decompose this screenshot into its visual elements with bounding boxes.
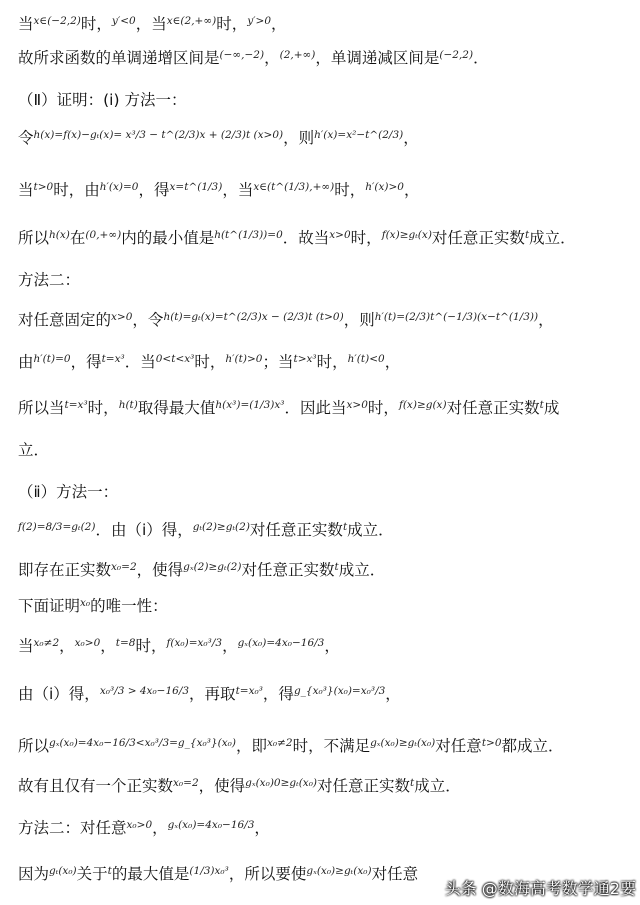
text-run: ． xyxy=(473,49,489,67)
text-run: ， xyxy=(384,353,401,371)
text-run: ， xyxy=(538,311,554,329)
text-line-l18 xyxy=(18,736,634,758)
math-expression: x₀=2 xyxy=(173,777,199,789)
text-line-l7 xyxy=(18,270,634,290)
text-run: 所以 xyxy=(18,737,50,755)
text-run: ， xyxy=(403,129,419,147)
text-run: ，得 xyxy=(262,685,294,703)
text-line-l10 xyxy=(18,398,634,420)
text-run: ， xyxy=(59,637,75,655)
math-expression: t=x³ xyxy=(101,353,125,365)
math-expression: h′(t)<0 xyxy=(347,353,385,365)
text-run: ．故当 xyxy=(282,229,330,247)
text-run: ，所以要使 xyxy=(228,865,307,883)
text-run: 当 xyxy=(18,637,34,655)
text-run: 立． xyxy=(18,441,50,459)
text-run: 方法二：对任意 xyxy=(18,819,127,837)
math-expression: h′(x)=0 xyxy=(99,181,139,193)
math-expression: t xyxy=(410,777,415,789)
math-expression: h(t) xyxy=(118,399,138,411)
math-expression: x>0 xyxy=(346,399,368,411)
math-expression: x∈(2,+∞) xyxy=(166,15,217,27)
text-run: 时， xyxy=(350,229,382,247)
math-expression: (1/3)x₀³ xyxy=(189,865,229,877)
text-run: ，当 xyxy=(222,181,254,199)
text-run: 故所求函数的单调递增区间是 xyxy=(18,49,220,67)
text-run: 关于 xyxy=(76,865,108,883)
text-run: ，再取 xyxy=(189,685,236,703)
math-expression: (0,+∞) xyxy=(85,229,122,241)
math-expression: t>x³ xyxy=(293,353,317,365)
math-expression: x=t^(1/3) xyxy=(169,181,223,193)
math-expression: (2,+∞) xyxy=(279,49,316,61)
text-run: ，则 xyxy=(283,129,315,147)
math-expression: x₀³/3 > 4x₀−16/3 xyxy=(99,685,190,697)
math-expression: x∈(t^(1/3),+∞) xyxy=(253,181,335,193)
text-run: 都成立． xyxy=(501,737,564,755)
text-line-l3 xyxy=(18,90,634,110)
text-line-l8 xyxy=(18,310,634,332)
text-run: 下面证明 xyxy=(18,597,81,615)
math-expression: gₜ(x₀) xyxy=(49,865,77,877)
math-expression: h′(t)=0 xyxy=(33,353,71,365)
math-expression: t>0 xyxy=(33,181,54,193)
math-expression: f(2)=8/3=gₜ(2) xyxy=(18,521,96,533)
text-run: 所以当 xyxy=(18,399,65,417)
text-run: ，则 xyxy=(343,311,375,329)
math-expression: h(x) xyxy=(49,229,70,241)
math-expression: t=x³ xyxy=(64,399,88,411)
text-run: 当 xyxy=(18,181,34,199)
text-run: 当 xyxy=(18,15,34,33)
text-run: ， xyxy=(152,819,168,837)
text-run: 所以 xyxy=(18,229,50,247)
text-run: ， xyxy=(271,15,287,33)
math-expression: gₓ(2)≥gₜ(2) xyxy=(183,561,242,573)
text-run: 对任意正实数 xyxy=(446,399,540,417)
text-run: ．由（ⅰ）得， xyxy=(95,521,193,539)
math-expression: x₀>0 xyxy=(74,637,101,649)
math-expression: y′<0 xyxy=(111,15,136,27)
text-line-l19 xyxy=(18,776,634,798)
text-run: ，令 xyxy=(132,311,164,329)
text-line-l13 xyxy=(18,520,634,542)
text-run: 因为 xyxy=(18,865,50,883)
math-expression: t xyxy=(539,399,544,411)
math-expression: gₜ(2)≥gₜ(2) xyxy=(192,521,250,533)
math-expression: gₓ(x₀)=4x₀−16/3 xyxy=(167,819,255,831)
math-expression: t xyxy=(107,865,112,877)
text-run: 成立． xyxy=(347,521,394,539)
text-run: 对任意 xyxy=(435,737,482,755)
math-expression: gₓ(x₀)=4x₀−16/3 xyxy=(237,637,325,649)
math-expression: t xyxy=(342,521,348,533)
math-expression: h′(x)=x²−t^(2/3) xyxy=(314,129,404,141)
text-line-l4 xyxy=(18,128,634,150)
text-run: ， xyxy=(100,637,116,655)
text-run: ， xyxy=(222,637,238,655)
math-expression: t xyxy=(524,229,530,241)
text-run: 方法二： xyxy=(18,271,81,289)
math-expression: h′(t)=(2/3)t^(−1/3)(x−t^(1/3)) xyxy=(374,311,539,323)
text-run: 成立． xyxy=(414,777,461,795)
text-run: 成 xyxy=(543,399,560,417)
text-run: 对任意正实数 xyxy=(241,561,335,579)
text-run: 时， xyxy=(80,15,112,33)
math-expression: x₀≠2 xyxy=(33,637,60,649)
math-expression: gₓ(x₀)0≥gₜ(x₀) xyxy=(245,777,318,789)
math-expression: x₀>0 xyxy=(126,819,153,831)
math-expression: x₀≠2 xyxy=(266,737,293,749)
text-line-l2 xyxy=(18,48,634,70)
text-run: 成立． xyxy=(338,561,386,579)
text-run: ．当 xyxy=(124,353,156,371)
text-line-l14 xyxy=(18,560,634,582)
math-expression: gₓ(x₀)≥gₜ(x₀) xyxy=(306,865,372,877)
text-run: 时， xyxy=(87,399,119,417)
math-expression: x>0 xyxy=(329,229,351,241)
text-run: 在 xyxy=(69,229,86,247)
text-run: 对任意 xyxy=(371,865,419,883)
math-expression: y′>0 xyxy=(247,15,271,27)
text-line-l1 xyxy=(18,14,634,36)
math-expression: x∈(−2,2) xyxy=(33,15,81,27)
text-line-l12 xyxy=(18,482,634,502)
text-run: 取得最大值 xyxy=(137,399,216,417)
text-run: 时， xyxy=(135,637,167,655)
text-run: 对任意固定的 xyxy=(18,311,112,329)
math-expression: g_{x₀³}(x₀)=x₀³/3 xyxy=(293,685,386,697)
text-run: 对任意正实数 xyxy=(249,521,343,539)
text-run: 故有且仅有一个正实数 xyxy=(18,777,174,795)
text-run: ， xyxy=(404,181,420,199)
text-run: 时，由 xyxy=(53,181,100,199)
math-expression: h(t)=gₜ(x)=t^(2/3)x − (2/3)t (t>0) xyxy=(163,311,344,323)
text-line-l9 xyxy=(18,352,634,374)
math-expression: h(t^(1/3))=0 xyxy=(214,229,283,241)
text-run: （ⅱ）方法一： xyxy=(18,483,119,501)
text-run: ，即 xyxy=(235,737,267,755)
text-run: 成立． xyxy=(529,229,576,247)
text-run: 对任意正实数 xyxy=(317,777,411,795)
text-run: 时，不满足 xyxy=(292,737,371,755)
text-run: 由 xyxy=(18,353,34,371)
text-run: 时， xyxy=(216,15,248,33)
math-expression: f(x₀)=x₀³/3 xyxy=(166,637,223,649)
math-expression: t>0 xyxy=(481,737,502,749)
math-expression: (−2,2) xyxy=(439,49,474,61)
math-expression: gₓ(x₀)≥gₜ(x₀) xyxy=(370,737,436,749)
text-run: ，使得 xyxy=(136,561,184,579)
math-expression: t=8 xyxy=(115,637,136,649)
text-run: 对任意正实数 xyxy=(431,229,525,247)
text-line-l20 xyxy=(18,818,634,840)
math-expression: x₀=2 xyxy=(111,561,137,573)
text-run: （Ⅱ）证明：(ⅰ) 方法一： xyxy=(18,91,187,109)
text-line-l5 xyxy=(18,180,634,202)
text-run: 的最大值是 xyxy=(111,865,190,883)
text-line-l6 xyxy=(18,228,634,250)
math-expression: h(x)=f(x)−gₜ(x)= x³/3 − t^(2/3)x + (2/3)t (x>0) xyxy=(33,129,284,141)
text-run: ， xyxy=(264,49,280,67)
text-line-l17 xyxy=(18,684,634,706)
text-run: ， xyxy=(385,685,401,703)
text-run: ，得 xyxy=(138,181,170,199)
text-line-l15 xyxy=(18,596,634,618)
text-line-l11 xyxy=(18,440,634,460)
text-run: 内的最小值是 xyxy=(121,229,215,247)
math-expression: 0<t<x³ xyxy=(155,353,195,365)
text-run: ．因此当 xyxy=(284,399,347,417)
math-expression: h(x³)=(1/3)x³ xyxy=(215,399,285,411)
text-run: ，当 xyxy=(135,15,167,33)
text-run: 时， xyxy=(367,399,399,417)
text-run: 时， xyxy=(334,181,366,199)
text-run: ；当 xyxy=(262,353,294,371)
math-expression: h′(t)>0 xyxy=(225,353,263,365)
text-run: ， xyxy=(324,637,340,655)
text-run: ，得 xyxy=(70,353,102,371)
text-line-l16 xyxy=(18,636,634,658)
math-expression: x₀ xyxy=(80,597,91,609)
text-run: 由（ⅰ）得， xyxy=(18,685,100,703)
math-expression: t xyxy=(334,561,339,573)
text-run: ， xyxy=(254,819,270,837)
math-expression: x>0 xyxy=(111,311,133,323)
math-expression: t=x₀³ xyxy=(235,685,263,697)
math-expression: f(x)≥g(x) xyxy=(398,399,447,411)
watermark: 头条 @数海高考数学通2要 xyxy=(444,879,636,898)
text-run: 的唯一性： xyxy=(90,597,168,615)
text-run: 时， xyxy=(316,353,348,371)
math-expression: (−∞,−2) xyxy=(219,49,265,61)
text-run: ，使得 xyxy=(198,777,246,795)
text-run: 即存在正实数 xyxy=(18,561,112,579)
math-expression: f(x)≥gₜ(x) xyxy=(381,229,432,241)
text-run: ，单调递减区间是 xyxy=(315,49,440,67)
text-run: 时， xyxy=(194,353,226,371)
text-run: 令 xyxy=(18,129,34,147)
math-expression: h′(x)>0 xyxy=(365,181,404,193)
math-expression: gₓ(x₀)=4x₀−16/3<x₀³/3=g_{x₀³}(x₀) xyxy=(49,737,236,749)
